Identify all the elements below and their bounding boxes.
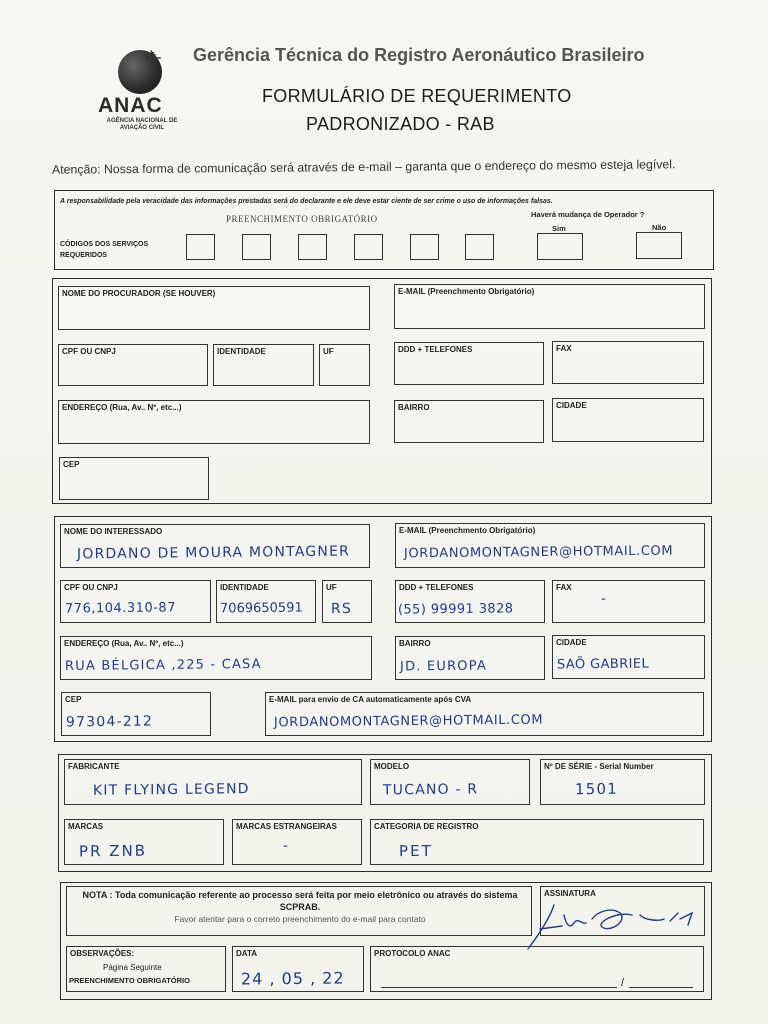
procurador-fax-label: FAX (556, 344, 572, 353)
model-label: MODELO (374, 762, 410, 771)
marks-value: PR ZNB (78, 841, 148, 861)
serial-number-value: 1501 (574, 779, 619, 799)
logo-acronym: ANAC (98, 94, 163, 117)
procurador-uf-field[interactable] (319, 344, 370, 386)
procurador-name-field[interactable] (58, 286, 370, 330)
interessado-uf-label: UF (326, 583, 337, 592)
airplane-icon: ✈ (144, 46, 163, 71)
protocol-separator: / (621, 977, 625, 989)
logo-subtitle: AGÊNCIA NACIONAL DE AVIAÇÃO CIVIL (106, 118, 178, 131)
manufacturer-value: KIT FLYING LEGEND (92, 781, 250, 799)
interessado-id-label: IDENTIDADE (220, 583, 269, 592)
interessado-cpf-label: CPF OU CNPJ (64, 583, 118, 592)
service-code-box-6[interactable] (465, 234, 494, 260)
anac-logo (96, 46, 196, 141)
interessado-city-label: CIDADE (556, 638, 587, 647)
manufacturer-field[interactable] (64, 759, 362, 805)
responsibility-text: A responsabilidade pela veracidade das informações prestadas será do declarante e ele deve estar ciente de ser crime o uso de informações falsas. (60, 198, 553, 205)
registry-category-value: PET (398, 841, 433, 861)
mandatory-fill-label: PREENCHIMENTO OBRIGATÓRIO (69, 976, 190, 985)
protocol-line-1 (381, 987, 617, 988)
marks-field[interactable] (64, 819, 224, 865)
procurador-city-label: CIDADE (556, 401, 587, 410)
model-value: TUCANO - R (382, 781, 479, 799)
procurador-uf-label: UF (323, 347, 334, 356)
serial-number-field[interactable] (540, 759, 705, 805)
mandatory-label: PREENCHIMENTO OBRIGATÓRIO (226, 214, 378, 224)
procurador-email-field[interactable] (394, 284, 705, 329)
procurador-phone-field[interactable] (394, 342, 544, 385)
interessado-name-field[interactable] (60, 524, 370, 568)
foreign-marks-label: MARCAS ESTRANGEIRAS (236, 822, 337, 831)
model-field[interactable] (370, 759, 530, 805)
next-page-label: Página Seguinte (103, 963, 162, 972)
ca-email-label: E-MAIL para envio de CA automaticamente após CVA (269, 695, 472, 704)
interessado-phone-label: DDD + TELEFONES (399, 583, 474, 592)
procurador-phone-label: DDD + TELEFONES (398, 345, 473, 354)
procurador-email-label: E-MAIL (Preenchmento Obrigatório) (398, 287, 535, 296)
note-text (69, 889, 531, 925)
interessado-email-field[interactable] (395, 523, 705, 568)
procurador-cpf-label: CPF OU CNPJ (62, 347, 116, 356)
procurador-address-label: ENDEREÇO (Rua, Av.. Nº, etc...) (62, 403, 182, 412)
ca-email-value: JORDANOMONTAGNER@HOTMAIL.COM (273, 712, 544, 731)
procurador-cpf-field[interactable] (58, 344, 208, 386)
observations-field[interactable] (66, 946, 226, 992)
interessado-cep-value: 97304-212 (65, 713, 154, 731)
interessado-email-value: JORDANOMONTAGNER@HOTMAIL.COM (403, 543, 674, 562)
interessado-cpf-value: 776,104.310-87 (64, 600, 177, 617)
marks-label: MARCAS (68, 822, 104, 831)
interessado-name-label: NOME DO INTERESSADO (64, 527, 163, 536)
form-title-line2: PADRONIZADO - RAB (306, 114, 495, 134)
organization-name: Gerência Técnica do Registro Aeronáutico Brasileiro (193, 45, 645, 65)
service-code-box-4[interactable] (354, 234, 383, 260)
operator-change-no-box[interactable] (636, 232, 682, 259)
serial-number-label: Nº DE SÉRIE - Serial Number (544, 762, 654, 771)
protocol-label: PROTOCOLO ANAC (374, 949, 451, 958)
procurador-name-label: NOME DO PROCURADOR (SE HOUVER) (62, 289, 216, 298)
interessado-fax-field[interactable] (552, 580, 705, 623)
operator-change-question: Haverá mudança de Operador ? (531, 210, 645, 219)
procurador-district-label: BAIRRO (398, 403, 430, 412)
note-prefix: NOTA : (82, 890, 113, 900)
registry-category-field[interactable] (370, 819, 704, 865)
note-hint: Favor atentar para o correto preenchimento do e-mail para contato (174, 914, 426, 924)
service-code-box-5[interactable] (410, 234, 439, 260)
interessado-cpf-field[interactable] (60, 580, 211, 623)
interessado-id-value: 7069650591 (219, 600, 303, 617)
observations-label: OBSERVAÇÕES: (70, 949, 135, 958)
procurador-id-field[interactable] (213, 344, 314, 386)
service-code-box-1[interactable] (186, 234, 215, 260)
interessado-phone-value: (55) 99991 3828 (397, 601, 514, 618)
note-body: Toda comunicação referente ao processo será feita por meio eletrônico ou através do sistema SCPRAB. (115, 890, 518, 912)
procurador-cep-label: CEP (63, 460, 80, 469)
attention-notice: Atenção: Nossa forma de comunicação será através de e-mail – garanta que o endereço do mesmo esteja legível. (51, 157, 676, 177)
procurador-id-label: IDENTIDADE (217, 347, 266, 356)
foreign-marks-value: - (282, 837, 290, 855)
ca-email-field[interactable] (265, 692, 704, 736)
interessado-cep-field[interactable] (61, 692, 211, 736)
manufacturer-label: FABRICANTE (68, 762, 120, 771)
service-code-box-2[interactable] (242, 234, 271, 260)
interessado-phone-field[interactable] (395, 580, 545, 623)
protocol-line-2 (629, 987, 693, 988)
interessado-uf-value: RS (330, 600, 353, 618)
procurador-city-field[interactable] (552, 398, 704, 442)
interessado-uf-field[interactable] (322, 580, 372, 623)
yes-label: Sim (552, 224, 566, 233)
form-title-line1: FORMULÁRIO DE REQUERIMENTO (262, 86, 572, 106)
date-value: 24 , 05 , 22 (240, 968, 345, 989)
interessado-fax-value: - (600, 590, 608, 608)
interessado-district-label: BAIRRO (399, 639, 431, 648)
interessado-address-value: RUA BÉLGICA ,225 - CASA (64, 656, 262, 675)
interessado-email-label: E-MAIL (Preenchmento Obrigatório) (399, 526, 536, 535)
procurador-district-field[interactable] (394, 400, 544, 443)
interessado-fax-label: FAX (556, 583, 572, 592)
handwritten-signature (520, 893, 710, 953)
operator-change-yes-box[interactable] (537, 233, 583, 260)
protocol-field[interactable] (370, 946, 704, 992)
foreign-marks-field[interactable] (232, 819, 362, 865)
registry-category-label: CATEGORIA DE REGISTRO (374, 822, 479, 831)
service-code-box-3[interactable] (298, 234, 327, 260)
signature-label: ASSINATURA (544, 889, 596, 898)
date-field[interactable] (232, 946, 364, 992)
procurador-cep-field[interactable] (59, 457, 209, 500)
interessado-address-field[interactable] (60, 636, 372, 680)
interessado-name-value: JORDANO DE MOURA MONTAGNER (76, 543, 351, 563)
procurador-address-field[interactable] (58, 400, 370, 444)
service-codes-label: CÓDIGOS DOS SERVIÇOS REQUERIDOS (60, 241, 149, 259)
interessado-city-value: SAÕ GABRIEL (556, 656, 650, 673)
interessado-address-label: ENDEREÇO (Rua, Av.. Nº, etc...) (64, 639, 184, 648)
interessado-city-field[interactable] (552, 635, 705, 679)
no-label: Não (652, 223, 667, 232)
interessado-district-field[interactable] (395, 636, 545, 680)
interessado-district-value: JD. EUROPA (399, 658, 488, 675)
interessado-id-field[interactable] (216, 580, 316, 623)
interessado-cep-label: CEP (65, 695, 82, 704)
procurador-fax-field[interactable] (552, 341, 704, 384)
date-label: DATA (236, 949, 258, 958)
